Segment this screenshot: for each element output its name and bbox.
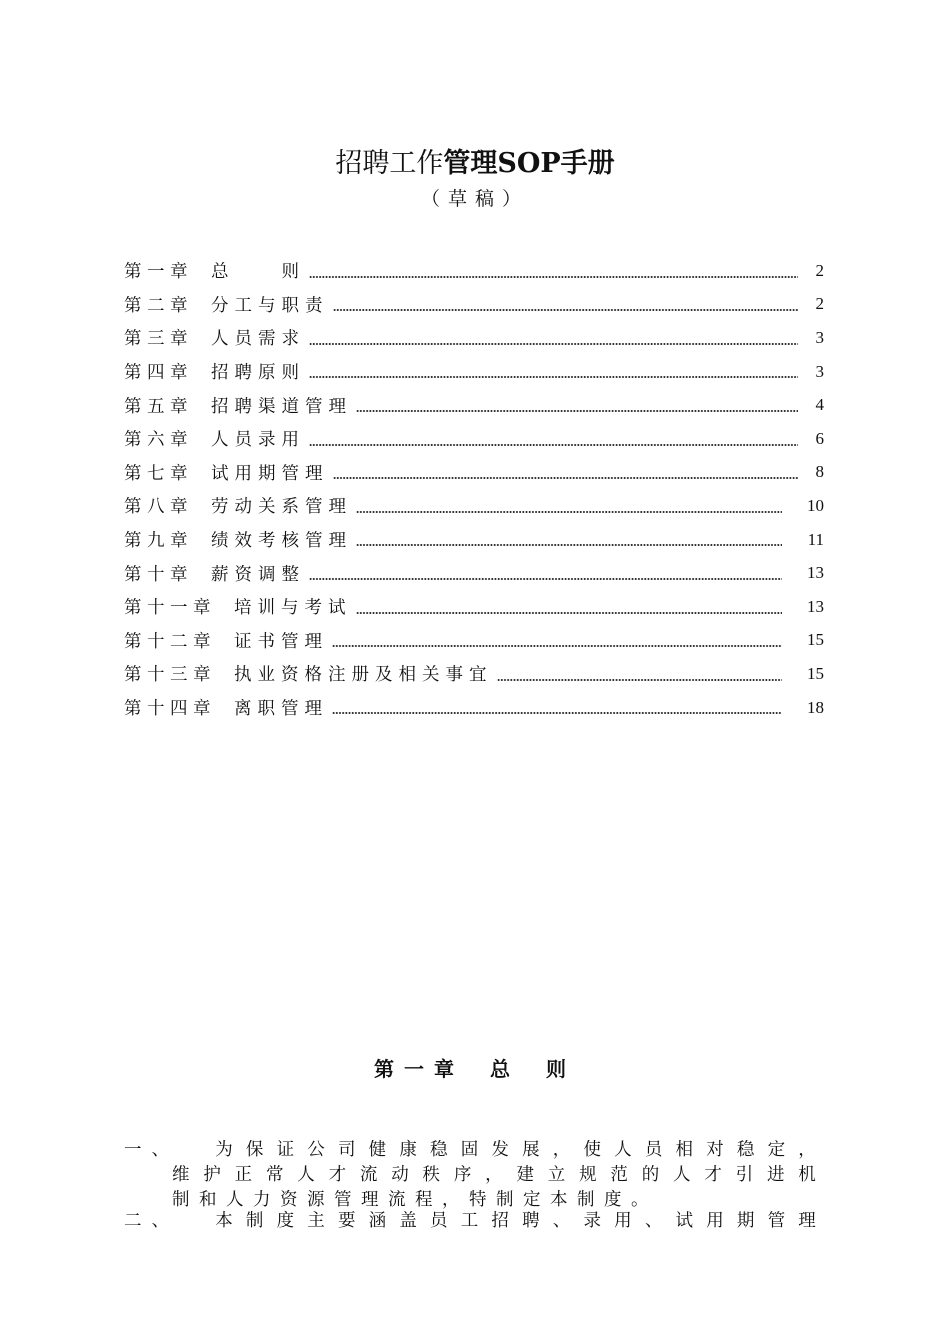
toc-chapter-title: 培训与考试 — [234, 598, 352, 619]
toc-entry[interactable] — [124, 456, 824, 490]
toc-page-number: 8 — [815, 462, 824, 482]
toc-chapter-title: 总 则 — [211, 262, 305, 283]
chapter-1-heading — [0, 1053, 950, 1082]
toc-chapter-title: 人员需求 — [211, 329, 305, 350]
toc-page-number: 15 — [807, 663, 824, 683]
paragraph-line: 制和人力资源管理流程，特制定本制度。 — [172, 1190, 658, 1210]
toc-chapter-number: 第二章 — [124, 295, 193, 316]
chapter-1-number: 第一章 — [374, 1057, 464, 1081]
toc-page-number: 4 — [815, 395, 824, 415]
toc-entry[interactable] — [124, 321, 824, 355]
list-marker: 二、 — [124, 1211, 179, 1231]
toc-leader-dots — [356, 510, 782, 514]
toc-entry[interactable] — [124, 624, 824, 658]
toc-chapter-title: 绩效考核管理 — [211, 531, 352, 552]
toc-leader-dots — [333, 308, 799, 312]
toc-chapter-title: 证书管理 — [234, 631, 328, 652]
chapter-1-item-1 — [124, 1138, 816, 1213]
toc-page-number: 13 — [807, 596, 824, 616]
toc-entry[interactable] — [124, 254, 824, 288]
toc-leader-dots — [309, 375, 798, 379]
toc-entry[interactable] — [124, 590, 824, 624]
chapter-1-title-b: 则 — [546, 1057, 576, 1081]
toc-entry[interactable] — [124, 388, 824, 422]
table-of-contents — [124, 254, 824, 724]
toc-leader-dots — [332, 711, 782, 715]
toc-chapter-number: 第四章 — [124, 363, 193, 384]
toc-leader-dots — [333, 476, 799, 480]
toc-chapter-number: 第五章 — [124, 396, 193, 417]
toc-entry[interactable] — [124, 657, 824, 691]
toc-page-number: 18 — [807, 697, 824, 717]
toc-entry[interactable] — [124, 523, 824, 557]
toc-leader-dots — [356, 611, 783, 615]
document-title — [0, 146, 950, 182]
document-subtitle: （草稿） — [420, 188, 529, 210]
toc-leader-dots — [309, 577, 782, 581]
toc-leader-dots — [332, 644, 782, 648]
document-title-part2: 管理SOP手册 — [443, 148, 615, 179]
toc-chapter-title: 试用期管理 — [211, 463, 329, 484]
paragraph-line: 维 护 正 常 人 才 流 动 秩 序 ， 建 立 规 范 的 人 才 引 进 机 — [172, 1165, 816, 1185]
toc-entry[interactable] — [124, 422, 824, 456]
toc-page-number: 2 — [815, 294, 824, 314]
toc-leader-dots — [309, 342, 798, 346]
toc-chapter-title: 薪资调整 — [211, 564, 305, 585]
list-marker: 一、 — [124, 1140, 179, 1160]
toc-page-number: 11 — [807, 529, 824, 549]
toc-page-number: 3 — [815, 327, 824, 347]
toc-chapter-number: 第十三章 — [124, 665, 216, 686]
paragraph-line: 一、 为 保 证 公 司 健 康 稳 固 发 展 ， 使 人 员 相 对 稳 定 ， — [124, 1138, 816, 1163]
toc-leader-dots — [497, 678, 783, 682]
toc-leader-dots — [356, 409, 798, 413]
toc-chapter-title: 人员录用 — [211, 430, 305, 451]
toc-chapter-number: 第十二章 — [124, 631, 216, 652]
toc-chapter-title: 劳动关系管理 — [211, 497, 352, 518]
chapter-1-title-a: 总 — [490, 1057, 520, 1081]
toc-chapter-number: 第十一章 — [124, 598, 216, 619]
toc-leader-dots — [356, 543, 782, 547]
toc-chapter-number: 第一章 — [124, 262, 193, 283]
toc-page-number: 6 — [815, 428, 824, 448]
toc-page-number: 2 — [815, 260, 824, 280]
chapter-1-item-2 — [124, 1209, 816, 1234]
toc-chapter-number: 第九章 — [124, 531, 193, 552]
toc-entry[interactable] — [124, 288, 824, 322]
toc-chapter-title: 分工与职责 — [211, 295, 329, 316]
toc-chapter-number: 第十章 — [124, 564, 193, 585]
toc-page-number: 13 — [807, 563, 824, 583]
toc-chapter-title: 离职管理 — [234, 699, 328, 720]
toc-page-number: 15 — [807, 630, 824, 650]
toc-entry[interactable] — [124, 355, 824, 389]
toc-chapter-number: 第六章 — [124, 430, 193, 451]
toc-chapter-title: 招聘渠道管理 — [211, 396, 352, 417]
toc-page-number: 10 — [807, 495, 824, 515]
toc-chapter-title: 执业资格注册及相关事宜 — [234, 665, 493, 686]
toc-chapter-title: 招聘原则 — [211, 363, 305, 384]
toc-chapter-number: 第十四章 — [124, 699, 216, 720]
toc-leader-dots — [309, 275, 798, 279]
toc-chapter-number: 第七章 — [124, 463, 193, 484]
paragraph-line: 二、 本 制 度 主 要 涵 盖 员 工 招 聘 、 录 用 、 试 用 期 管 理 — [124, 1209, 816, 1234]
toc-chapter-number: 第三章 — [124, 329, 193, 350]
toc-entry[interactable] — [124, 489, 824, 523]
toc-entry[interactable] — [124, 556, 824, 590]
toc-entry[interactable] — [124, 691, 824, 725]
toc-chapter-number: 第八章 — [124, 497, 193, 518]
toc-page-number: 3 — [815, 361, 824, 381]
document-title-part1: 招聘工作 — [335, 148, 444, 179]
toc-leader-dots — [309, 443, 798, 447]
